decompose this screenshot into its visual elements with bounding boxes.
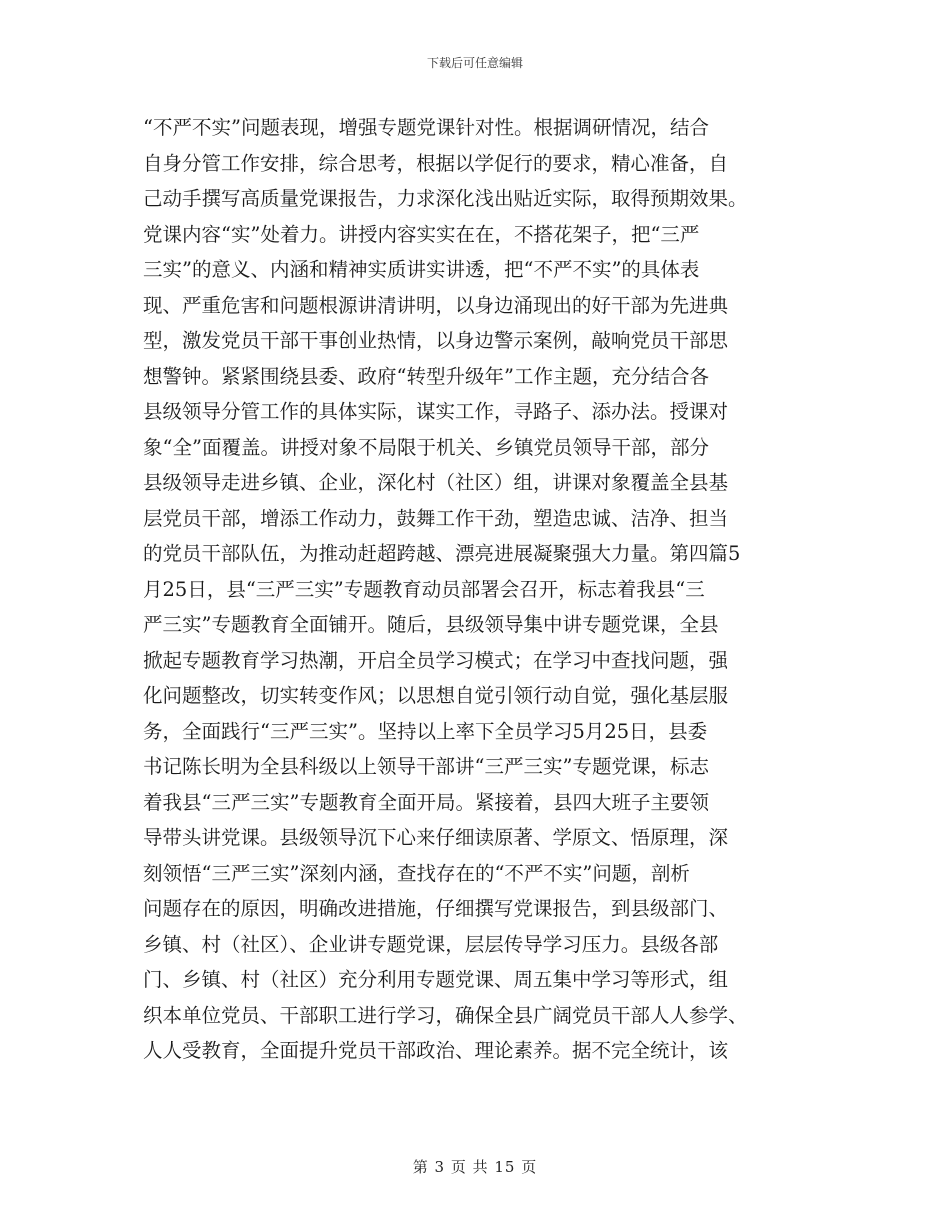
text-line: 务，全面践行“三严三实”。坚持以上率下全员学习5月25日，县委 [143, 719, 708, 743]
text-line: 着我县“三严三实”专题教育全面开局。紧接着，县四大班子主要领 [143, 790, 709, 814]
text-line: 现、严重危害和问题根源讲清讲明，以身边涌现出的好干部为先进典 [143, 293, 729, 317]
text-line: 己动手撰写高质量党课报告，力求深化浅出贴近实际，取得预期效果。 [143, 187, 748, 210]
text-line: 门、乡镇、村（社区）充分利用专题党课、周五集中学习等形式，组 [143, 968, 729, 991]
text-line: 问题存在的原因，明确改进措施，仔细撰写党课报告，到县级部门、 [143, 897, 729, 920]
text-line: “不严不实”问题表现，增强专题党课针对性。根据调研情况，结合 [143, 116, 709, 139]
page-header: 下载后可任意编辑 [426, 56, 523, 70]
text-line: 自身分管工作安排，综合思考，根据以学促行的要求，精心准备，自 [143, 151, 729, 175]
text-line: 型，激发党员干部干事创业热情，以身边警示案例，敲响党员干部思 [143, 329, 729, 352]
text-line: 三实”的意义、内涵和精神实质讲实讲透，把“不严不实”的具体表 [143, 258, 700, 281]
text-line: 乡镇、村（社区）、企业讲专题党课，层层传导学习压力。县级各部 [143, 932, 719, 956]
body-text [143, 110, 811, 1069]
page-number-footer: 第 3 页 共 15 页 [412, 1158, 538, 1176]
text-line: 县级领导分管工作的具体实际，谋实工作，寻路子、添办法。授课对 [143, 400, 729, 423]
text-line: 掀起专题教育学习热潮，开启全员学习模式；在学习中查找问题，强 [143, 648, 729, 672]
text-line: 想警钟。紧紧围绕县委、政府“转型升级年”工作主题，充分结合各 [143, 364, 709, 388]
text-line: 导带头讲党课。县级领导沉下心来仔细读原著、学原文、悟原理，深 [143, 826, 729, 849]
text-line: 人人受教育，全面提升党员干部政治、理论素养。据不完全统计，该 [143, 1039, 729, 1062]
text-line: 月25日，县“三严三实”专题教育动员部署会召开，标志着我县“三 [143, 577, 705, 601]
text-line: 象“全”面覆盖。讲授对象不局限于机关、乡镇党员领导干部，部分 [143, 435, 709, 459]
text-line: 县级领导走进乡镇、企业，深化村（社区）组，讲课对象覆盖全县基 [143, 471, 729, 494]
text-line: 的党员干部队伍，为推动赶超跨越、漂亮进展凝聚强大力量。第四篇5 [143, 542, 741, 565]
text-line: 织本单位党员、干部职工进行学习，确保全县广阔党员干部人人参学、 [143, 1003, 748, 1027]
text-line: 书记陈长明为全县科级以上领导干部讲“三严三实”专题党课，标志 [143, 755, 709, 778]
text-line: 党课内容“实”处着力。讲授内容实实在在，不搭花架子，把“三严 [143, 222, 700, 246]
text-line: 刻领悟“三严三实”深刻内涵，查找存在的“不严不实”问题，剖析 [143, 861, 690, 885]
text-line: 化问题整改，切实转变作风；以思想自觉引领行动自觉，强化基层服 [143, 684, 729, 707]
text-line: 层党员干部，增添工作动力，鼓舞工作干劲，塑造忠诚、洁净、担当 [143, 506, 729, 530]
text-line: 严三实”专题教育全面铺开。随后，县级领导集中讲专题党课，全县 [143, 613, 719, 636]
